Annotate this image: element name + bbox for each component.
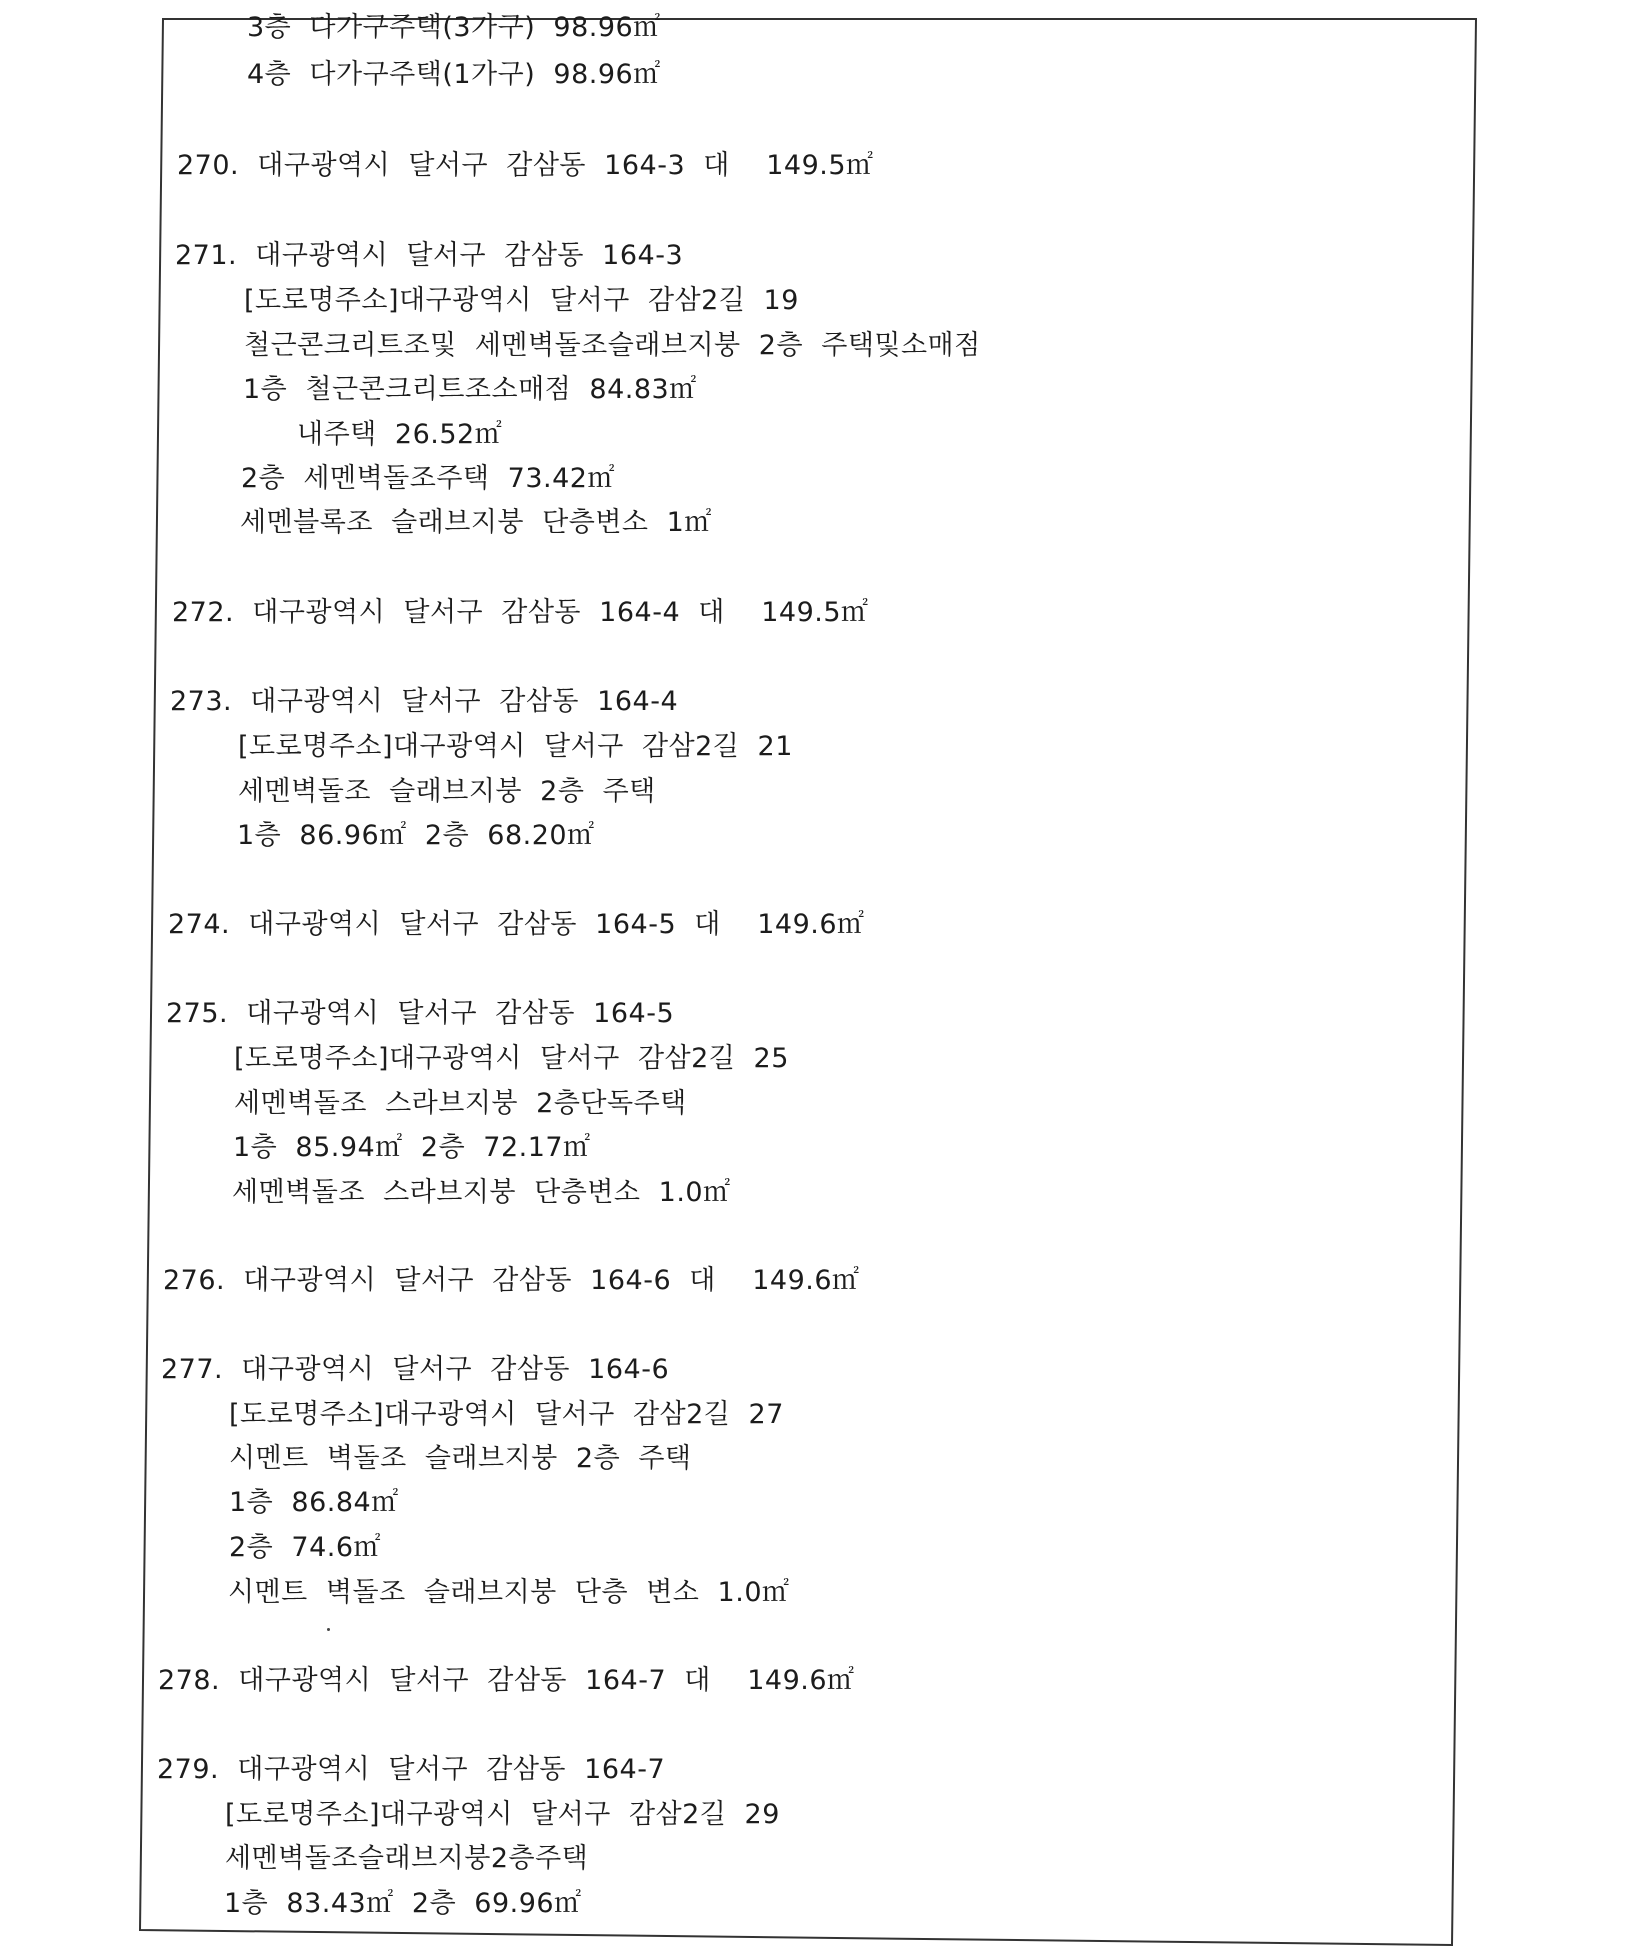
entry-heading: 277. 대구광역시 달서구 감삼동 164-6 (161, 1354, 670, 1385)
floor-line: 4층 다가구주택(1가구) 98.96㎡ (247, 59, 661, 90)
road-address: [도로명주소]대구광역시 달서구 감삼2길 27 (229, 1399, 784, 1430)
floor-line: 1층 86.96㎡ 2층 68.20㎡ (237, 820, 595, 851)
floor-line: 1층 85.94㎡ 2층 72.17㎡ (233, 1132, 591, 1163)
entry-heading: 273. 대구광역시 달서구 감삼동 164-4 (170, 686, 679, 717)
floor-line: 1층 철근콘크리트조소매점 84.83㎡ (243, 374, 697, 405)
floor-line: 1층 83.43㎡ 2층 69.96㎡ (224, 1888, 582, 1919)
structure-line: 철근콘크리트조및 세멘벽돌조슬래브지붕 2층 주택및소매점 (244, 330, 981, 361)
entry-heading: 274. 대구광역시 달서구 감삼동 164-5 대 149.6㎡ (168, 909, 865, 940)
scan-speck (327, 1628, 330, 1631)
entry-heading: 275. 대구광역시 달서구 감삼동 164-5 (166, 998, 675, 1029)
road-address: [도로명주소]대구광역시 달서구 감삼2길 25 (234, 1043, 789, 1074)
entry-heading: 279. 대구광역시 달서구 감삼동 164-7 (157, 1754, 666, 1785)
structure-line: 시멘트 벽돌조 슬래브지붕 단층 변소 1.0㎡ (228, 1577, 790, 1608)
structure-line: 세멘벽돌조 슬래브지붕 2층 주택 (238, 776, 656, 807)
entry-heading: 270. 대구광역시 달서구 감삼동 164-3 대 149.5㎡ (177, 150, 874, 181)
road-address: [도로명주소]대구광역시 달서구 감삼2길 19 (244, 285, 799, 316)
structure-line: 시멘트 벽돌조 슬래브지붕 2층 주택 (229, 1443, 692, 1474)
floor-line: 2층 세멘벽돌조주택 73.42㎡ (241, 463, 615, 494)
structure-line: 세멘벽돌조슬래브지붕2층주택 (225, 1843, 589, 1874)
floor-line: 내주택 26.52㎡ (297, 419, 503, 450)
floor-line: 3층 다가구주택(3가구) 98.96㎡ (247, 12, 661, 43)
floor-line: 2층 74.6㎡ (229, 1532, 382, 1563)
entry-heading: 278. 대구광역시 달서구 감삼동 164-7 대 149.6㎡ (158, 1665, 855, 1696)
structure-line: 세멘블록조 슬래브지붕 단층변소 1㎡ (240, 507, 712, 538)
entry-heading: 271. 대구광역시 달서구 감삼동 164-3 (175, 240, 684, 271)
floor-line: 1층 86.84㎡ (229, 1487, 399, 1518)
entry-heading: 276. 대구광역시 달서구 감삼동 164-6 대 149.6㎡ (163, 1265, 860, 1296)
entry-heading: 272. 대구광역시 달서구 감삼동 164-4 대 149.5㎡ (172, 597, 869, 628)
road-address: [도로명주소]대구광역시 달서구 감삼2길 29 (225, 1799, 780, 1830)
structure-line: 세멘벽돌조 스라브지붕 단층변소 1.0㎡ (232, 1177, 731, 1208)
structure-line: 세멘벽돌조 스라브지붕 2층단독주택 (234, 1088, 687, 1119)
road-address: [도로명주소]대구광역시 달서구 감삼2길 21 (238, 731, 793, 762)
